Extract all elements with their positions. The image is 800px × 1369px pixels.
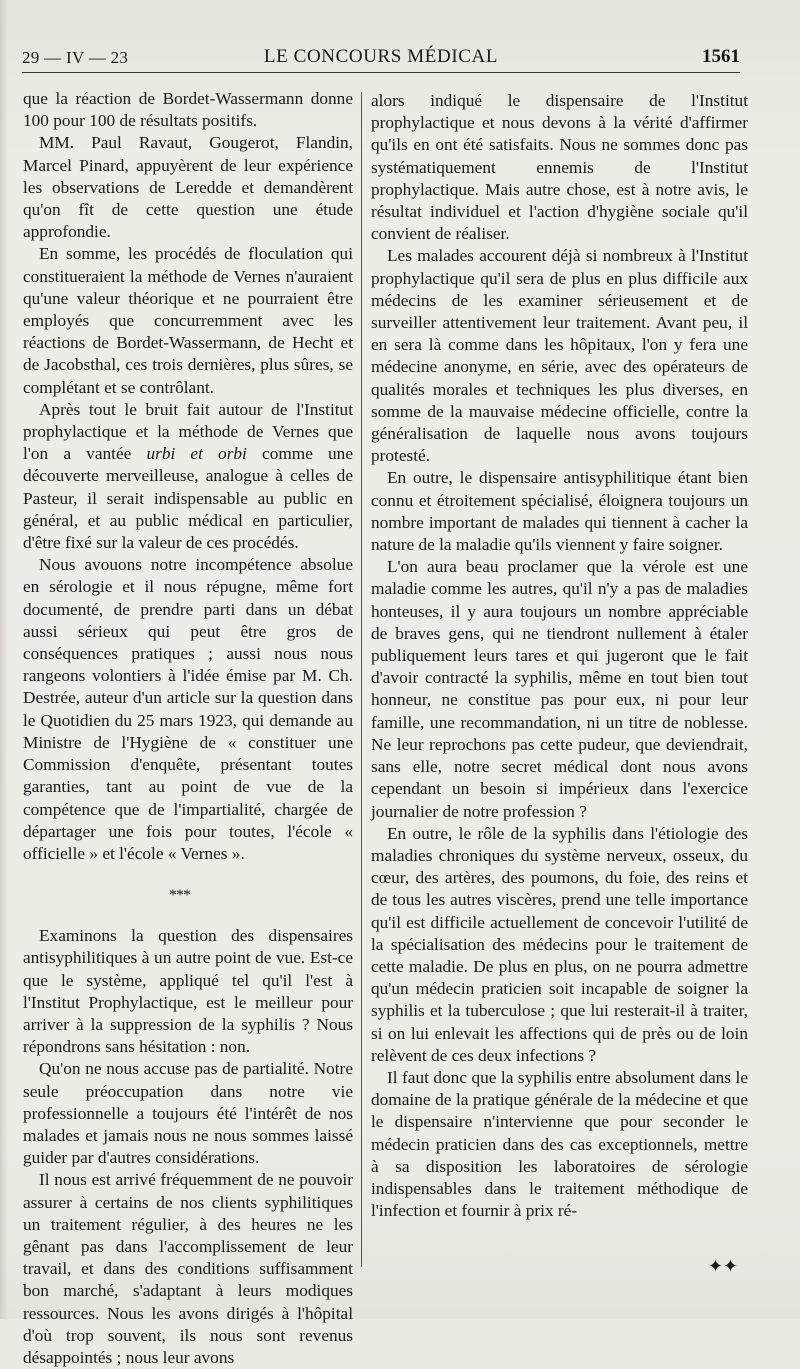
paragraph: que la réaction de Bordet-Wassermann donne 100 pour 100 de résultats positifs. bbox=[23, 89, 353, 131]
paragraph-text: comme une découverte merveilleuse, analogue à celles de Pasteur, il serait indispensable au public en général, et au public médical en particulier, d'être fixé sur la valeur de ces procédés. bbox=[23, 444, 353, 553]
left-column bbox=[23, 88, 353, 1369]
paragraph-text: Après tout le bruit fait autour de l'Institut prophylactique et la méthode de Vernes que l'on a vantée bbox=[23, 399, 353, 464]
page-number: 1561 bbox=[702, 46, 740, 67]
paragraph: alors indiqué le dispensaire de l'Institut prophylactique et nous devons à la vérité d'affirmer qu'ils en ont été satisfaits. Nous ne sommes donc pas systématiquement ennemis de l'Institut prophylactique. Mais autre chose, est à notre avis, le résultat individuel et l'action d'hygiène sociale qu'il convient de réaliser. bbox=[371, 91, 748, 244]
end-ornament: ✦✦ bbox=[707, 1256, 738, 1277]
header-rule bbox=[22, 72, 740, 73]
paragraph: Il faut donc que la syphilis entre absolument dans le domaine de la pratique générale de la médecine et que le dispensaire n'intervienne que pour seconder le médecin praticien dans des cas exceptionnels, mettre à sa disposition les laboratoires de sérologie indispensables dans le traitement méthodique de l'infection et fournir à prix ré- bbox=[371, 1067, 748, 1221]
paragraph: Il nous est arrivé fréquemment de ne pouvoir assurer à certains de nos clients syphilitiques un traitement régulier, à des heures ne les gênant pas dans l'accomplissement de leur travail, et dans des conditions suffisamment bon marché, s'adaptant à leurs modiques ressources. Nous les avons dirigés à l'hôpital d'où trop souvent, ils nous sont revenus désappointés ; nous leur avons bbox=[23, 1170, 353, 1367]
paragraph: Examinons la question des dispensaires antisyphilitiques à un autre point de vue. Est-ce que le système, appliqué tel qu'il l'est à l'Institut Prophylactique, est le meilleur pour arriver à la suppression de la syphilis ? Nous répondrons sans hésitation : non. bbox=[23, 926, 353, 1057]
paragraph bbox=[23, 399, 353, 554]
issue-date: 29 — IV — 23 bbox=[22, 48, 129, 67]
paragraph: L'on aura beau proclamer que la vérole est une maladie comme les autres, qu'il n'y a pas de maladies honteuses, il y aura toujours un nombre appréciable de braves gens, qui ne tiendront nullement à étaler publiquement leurs tares et qui jugeront que le fait d'avoir contracté la syphilis, même en tout bien tout honneur, ne constitue pas pour eux, ni pour leur famille, une recommandation, ni un titre de noblesse. Ne leur reprochons pas cette pudeur, que deviendrait, sans elle, notre secret médical dont nous avons cependant un besoin si impérieux dans l'exercice journalier de notre profession ? bbox=[371, 557, 748, 821]
paragraph: Les malades accourent déjà si nombreux à l'Institut prophylactique qu'il sera de plus en plus difficile aux médecins de les examiner sérieusement et de surveiller attentivement leur traitement. Avant peu, il en sera là comme dans les hôpitaux, l'on y fera une médecine anonyme, en série, avec des opérateurs de qualités morales et techniques les plus diverses, en somme de la mauvaise médecine officielle, contre la généralisation de laquelle nous avons toujours protesté. bbox=[371, 246, 748, 466]
paragraph: MM. Paul Ravaut, Gougerot, Flandin, Marcel Pinard, appuyèrent de leur expérience les observations de Leredde et demandèrent qu'on fît de cette question une étude approfondie. bbox=[23, 133, 353, 242]
paragraph: Nous avouons notre incompétence absolue en sérologie et il nous répugne, même fort documenté, de prendre parti dans un débat aussi sérieux qui peut être gros de conséquences pratiques ; aussi nous nous rangeons volontiers à l'idée émise par M. Ch. Destrée, auteur d'un article sur la question dans le Quotidien du 25 mars 1923, qui demande au Ministre de l'Hygiène de « constituer une Commission d'enquête, présentant toutes garanties, tant au point de vue de la compétence que de l'impartialité, chargée de départager une fois pour toutes, l'école « officielle » et l'école « Vernes ». bbox=[23, 555, 353, 863]
column-divider bbox=[361, 92, 362, 1267]
section-separator bbox=[23, 879, 353, 913]
paragraph: En somme, les procédés de floculation qui constitueraient la méthode de Vernes n'auraient qu'une valeur théorique et ne pourraient être employés que concurremment avec les réactions de Bordet-Wassermann, de Hecht et de Jacobsthal, ces trois dernières, plus sûres, se complétant et se contrôlant. bbox=[23, 244, 353, 397]
running-header bbox=[22, 46, 740, 74]
right-column bbox=[371, 90, 748, 1222]
asterism-glyphs: *** bbox=[169, 887, 190, 905]
paragraph: En outre, le dispensaire antisyphilitique étant bien connu et étroitement spécialisé, éloignera toujours un nombre important de malades qui tiennent à cacher la nature de la maladie qu'ils viennent y faire soigner. bbox=[371, 468, 748, 555]
journal-title: LE CONCOURS MÉDICAL bbox=[263, 46, 499, 67]
paragraph: Qu'on ne nous accuse pas de partialité. Notre seule préoccupation dans notre vie professionnelle a toujours été l'intérêt de nos malades et jamais nous ne nous sommes laissé guider par d'autres considérations. bbox=[23, 1059, 353, 1168]
page-edge-shadow bbox=[0, 0, 8, 1319]
latin-phrase: urbi et orbi bbox=[146, 444, 247, 464]
paragraph: En outre, le rôle de la syphilis dans l'étiologie des maladies chroniques du système nerveux, osseux, du cœur, des artères, des poumons, du foie, des reins et de tous les autres viscères, prend une telle importance qu'il est difficile actuellement de concevoir l'utilité de la spécialisation des médecins pour le traitement de cette maladie. De plus en plus, on ne pourra admettre qu'un médecin praticien soit incapable de soigner la syphilis et la tuberculose ; que lui resterait-il à traiter, si on lui enlevait les affections qui de près ou de loin relèvent de ces deux infections ? bbox=[371, 823, 748, 1065]
